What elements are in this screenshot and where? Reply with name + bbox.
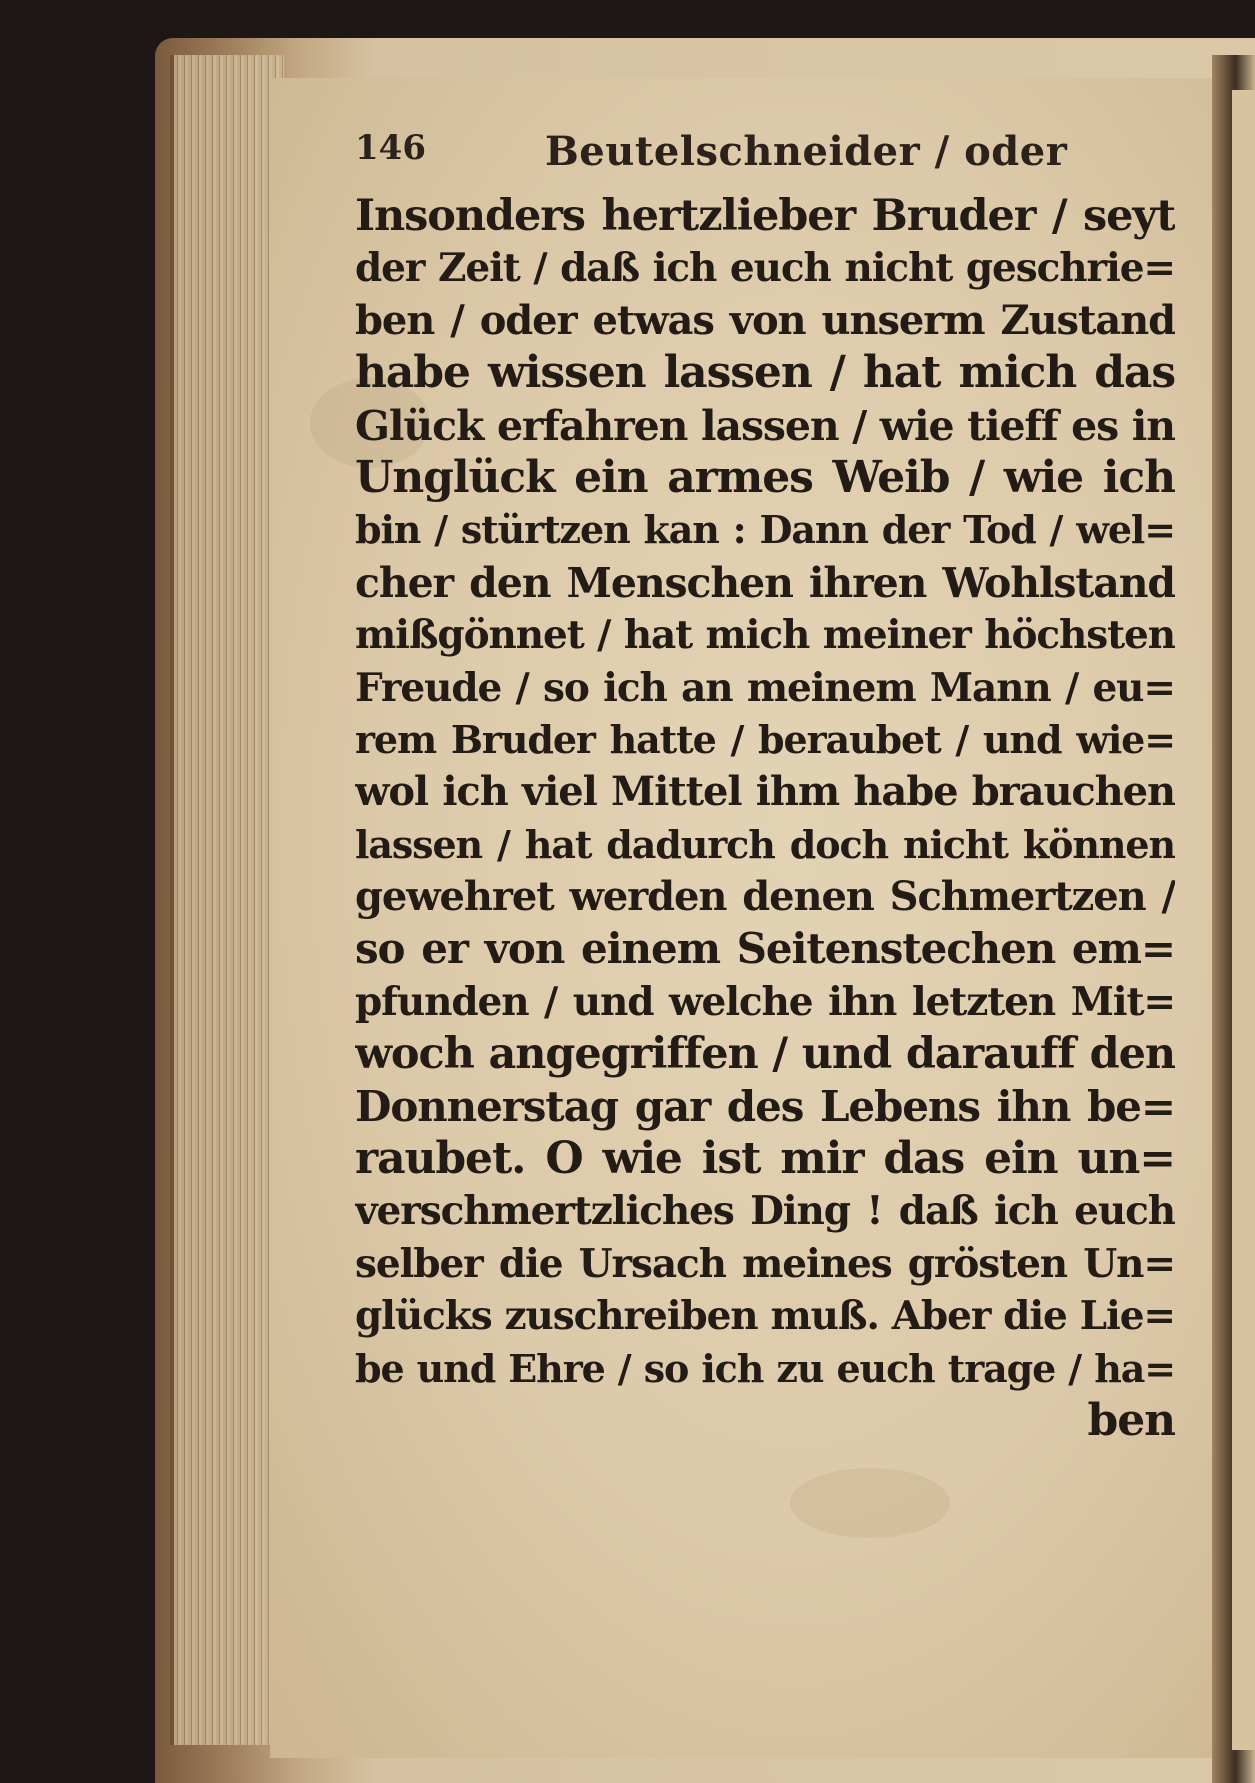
text-line: bin / stürtzen kan : Dann der Tod / wel= — [355, 507, 1175, 553]
text-line: Insonders hertzlieber Bruder / seyt — [355, 191, 1175, 241]
text-line: wol ich viel Mittel ihm habe brauchen — [355, 768, 1175, 816]
facing-page-edge — [1232, 90, 1255, 1750]
text-line: Glück erfahren lassen / wie tieff es in — [355, 401, 1175, 450]
text-line: rem Bruder hatte / beraubet / und wie= — [355, 716, 1175, 762]
running-title: Beutelschneider / oder — [545, 128, 1068, 175]
text-line: selber die Ursach meines grösten Un= — [355, 1240, 1175, 1287]
text-line: lassen / hat dadurch doch nicht können — [355, 821, 1175, 867]
text-line: be und Ehre / so ich zu euch trage / ha= — [355, 1345, 1175, 1391]
body-text — [355, 190, 1175, 1447]
text-line: verschmertzliches Ding ! daß ich euch — [355, 1188, 1175, 1235]
text-line: habe wissen lassen / hat mich das — [355, 347, 1175, 399]
text-line: raubet. O wie ist mir das ein un= — [355, 1133, 1175, 1185]
page-edges — [170, 55, 284, 1745]
text-line: so er von einem Seitenstechen em= — [355, 924, 1175, 974]
paper-stain — [790, 1468, 950, 1538]
text-line: mißgönnet / hat mich meiner höchsten — [355, 612, 1175, 659]
text-line: Donnerstag gar des Lebens ihn be= — [355, 1081, 1175, 1131]
catchword: ben — [1087, 1394, 1175, 1446]
text-line: der Zeit / daß ich euch nicht geschrie= — [355, 245, 1175, 292]
text-line: woch angegriffen / und darauff den — [355, 1029, 1175, 1080]
text-line: glücks zuschreiben muß. Aber die Lie= — [355, 1293, 1175, 1340]
text-line: cher den Menschen ihren Wohlstand — [355, 558, 1175, 607]
text-line: pfunden / und welche ihn letzten Mit= — [355, 978, 1175, 1025]
text-line: Unglück ein armes Weib / wie ich — [355, 451, 1175, 503]
text-line: gewehret werden denen Schmertzen / — [355, 873, 1175, 921]
page-number: 146 — [355, 128, 426, 168]
text-line: Freude / so ich an meinem Mann / eu= — [355, 664, 1175, 711]
text-line: ben / oder etwas von unserm Zustand — [355, 296, 1175, 344]
